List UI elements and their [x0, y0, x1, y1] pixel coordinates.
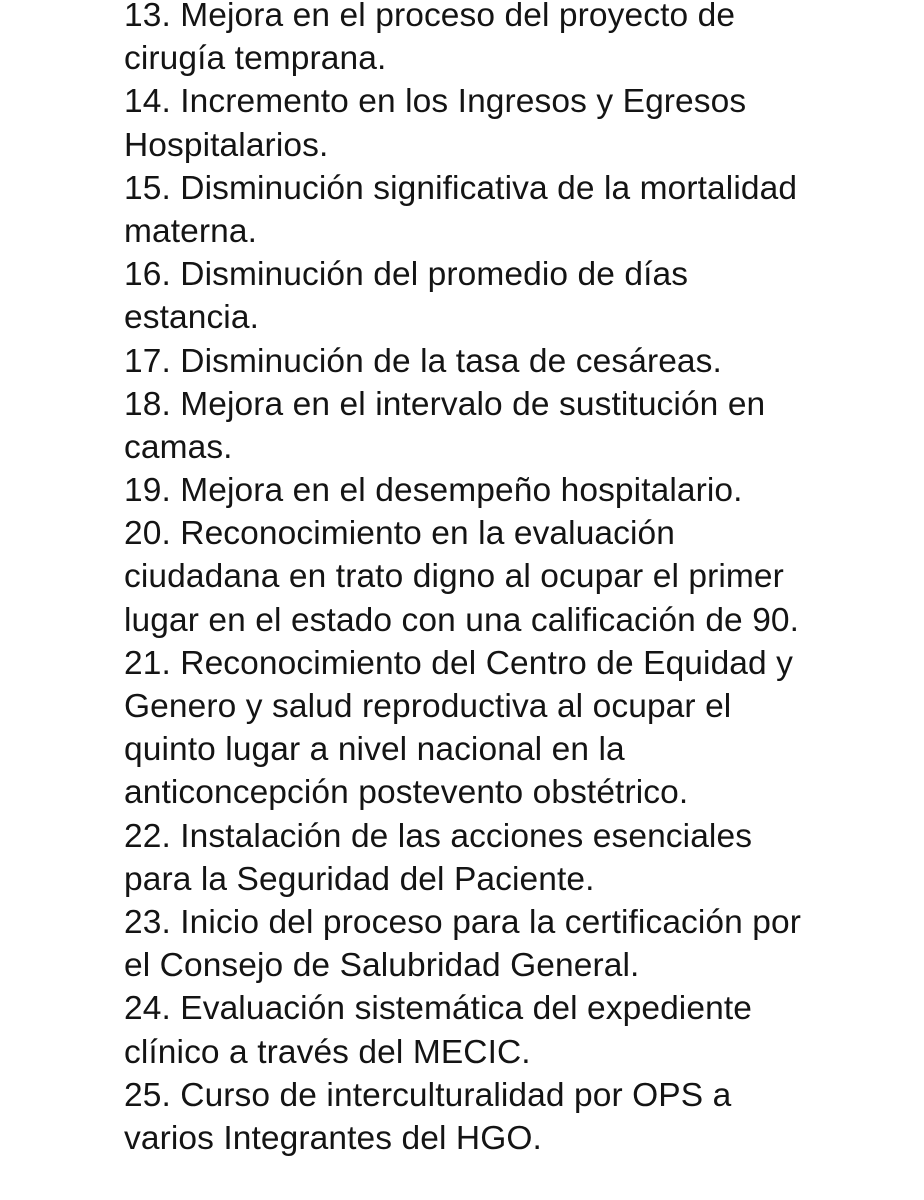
list-item-18 [124, 383, 914, 469]
list-item-line: 19. Mejora en el desempeño hospitalario. [124, 472, 743, 510]
list-item-line: para la Seguridad del Paciente. [124, 860, 595, 898]
list-item-19 [124, 469, 914, 512]
list-item-line: 21. Reconocimiento del Centro de Equidad y [124, 644, 794, 682]
list-item-line: 15. Disminución significativa de la mortalidad [124, 169, 798, 207]
list-item-line: quinto lugar a nivel nacional en la [124, 731, 625, 769]
list-item-line: 17. Disminución de la tasa de cesáreas. [124, 342, 722, 380]
document-body [124, 0, 914, 1160]
list-item-line: lugar en el estado con una calificación de 90. [124, 601, 800, 639]
list-item-line: 20. Reconocimiento en la evaluación [124, 515, 676, 553]
list-item-line: cirugía temprana. [124, 40, 387, 78]
list-item-line: ciudadana en trato digno al ocupar el primer [124, 558, 784, 596]
list-item-line: clínico a través del MECIC. [124, 1033, 531, 1071]
list-item-line: Hospitalarios. [124, 126, 329, 164]
list-item-21 [124, 642, 914, 815]
list-item-25 [124, 1074, 914, 1160]
list-item-line: 18. Mejora en el intervalo de sustitución en [124, 385, 766, 423]
list-item-line: 23. Inicio del proceso para la certificación por [124, 903, 802, 941]
list-item-22 [124, 815, 914, 901]
list-item-line: Genero y salud reproductiva al ocupar el [124, 688, 732, 725]
list-item-line: varios Integrantes del HGO. [124, 1119, 542, 1157]
list-item-line: el Consejo de Salubridad General. [124, 947, 640, 985]
list-item-16 [124, 253, 914, 339]
list-item-20 [124, 512, 914, 642]
list-item-24 [124, 987, 914, 1073]
list-item-23 [124, 901, 914, 987]
list-item-line: 24. Evaluación sistemática del expediente [124, 990, 752, 1028]
list-item-14 [124, 80, 914, 166]
list-item-line: estancia. [124, 299, 259, 337]
list-item-line: 13. Mejora en el proceso del proyecto de [124, 0, 736, 34]
list-item-15 [124, 167, 914, 253]
list-item-line: camas. [124, 428, 233, 466]
list-item-line: anticoncepción postevento obstétrico. [124, 774, 689, 812]
list-item-line: 14. Incremento en los Ingresos y Egresos [124, 83, 747, 121]
list-item-line: 22. Instalación de las acciones esenciales [124, 817, 753, 855]
list-item-line: 16. Disminución del promedio de días [124, 256, 689, 294]
list-item-line: materna. [124, 212, 258, 250]
list-item-17 [124, 340, 914, 383]
list-item-13 [124, 0, 914, 80]
list-item-line: 25. Curso de interculturalidad por OPS a [124, 1076, 732, 1114]
